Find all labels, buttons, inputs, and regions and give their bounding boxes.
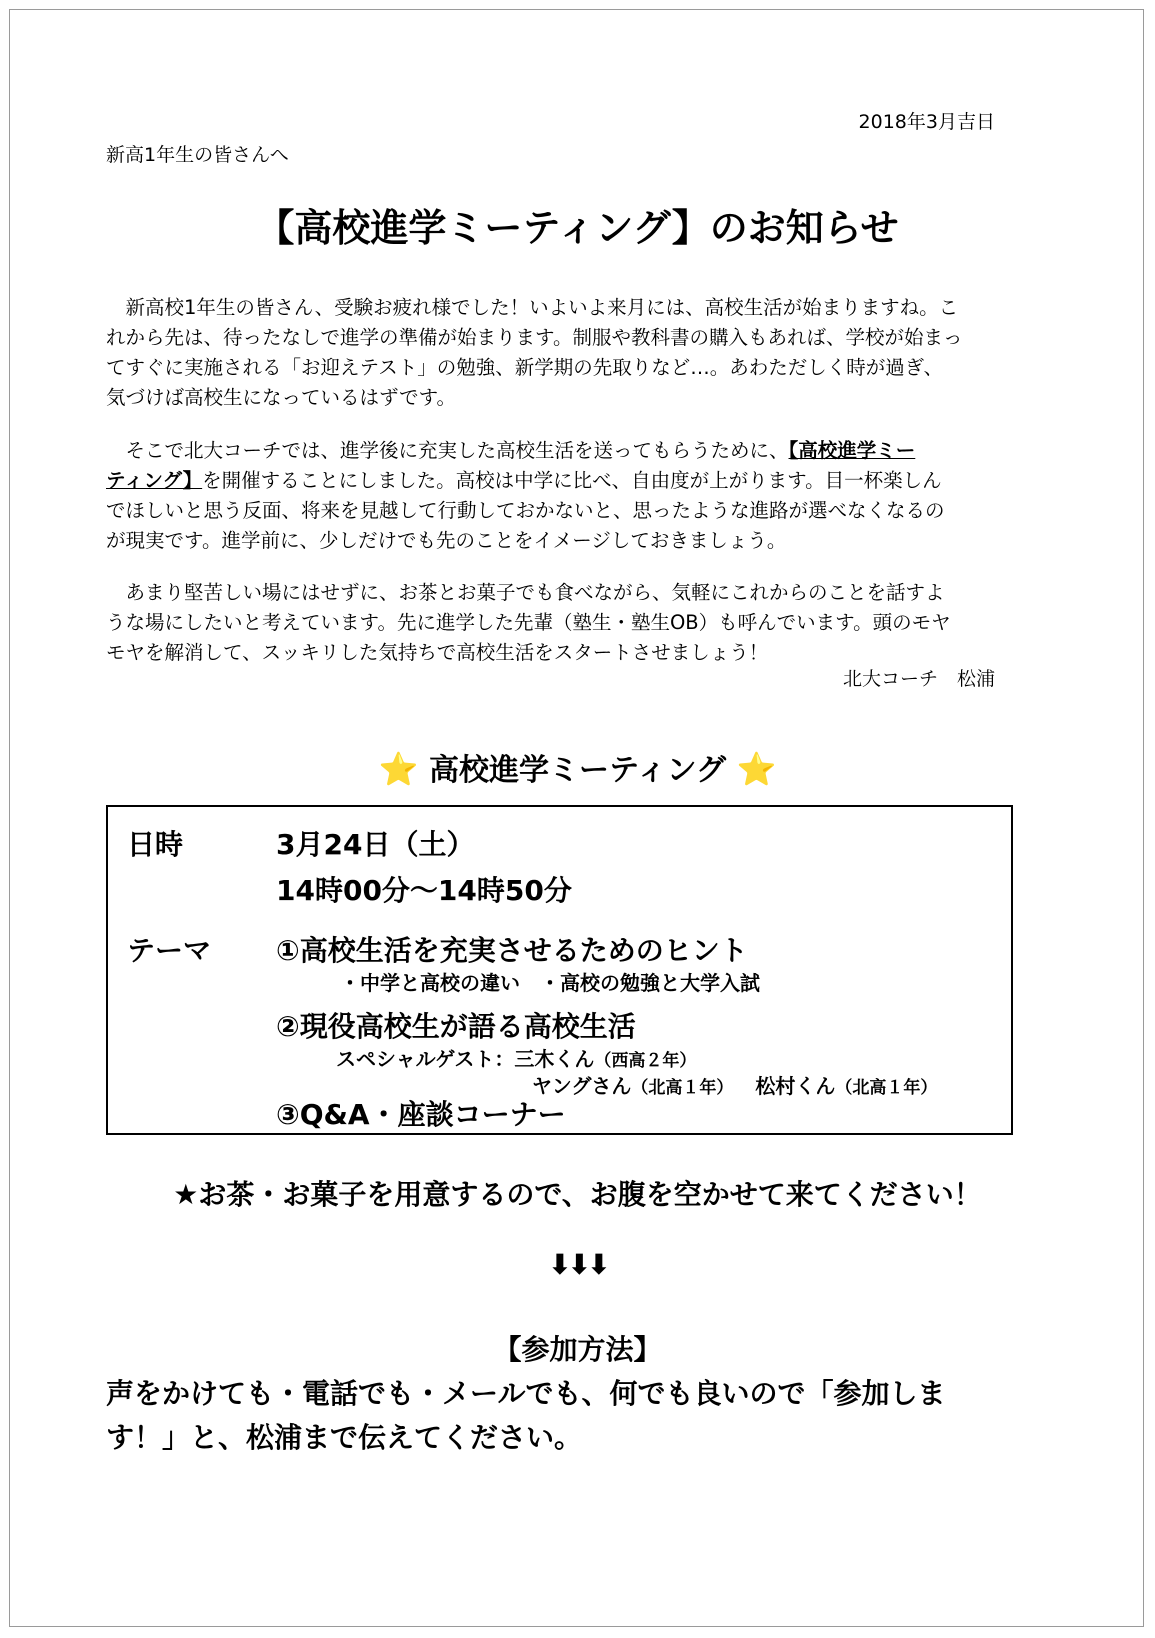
- star-icon: ⭐: [736, 750, 777, 788]
- star-icon: ⭐: [378, 750, 419, 788]
- meeting-name-emphasis: ティング】: [106, 469, 203, 492]
- theme-item-1-detail: ・中学と高校の違い ・高校の勉強と大学入試: [340, 971, 760, 995]
- invitation-paragraph: [106, 578, 1046, 668]
- paragraph-text: そこで北大コーチでは、進学後に充実した高校生活を送ってもらうために、: [106, 439, 789, 462]
- meeting-heading: [10, 745, 1145, 789]
- meeting-heading-text: 高校進学ミーティング: [429, 753, 726, 788]
- document-title: 【高校進学ミーティング】のお知らせ: [256, 206, 899, 250]
- participation-method: [106, 1372, 1046, 1460]
- datetime-label: 日時: [127, 828, 184, 861]
- document-date: 2018年3月吉日: [858, 111, 995, 133]
- guest-school: （西高２年）: [594, 1051, 697, 1071]
- guest-name: スペシャルゲスト：三木くん: [336, 1047, 595, 1071]
- intro-paragraph: [106, 293, 1046, 413]
- paragraph-text: を開催することにしました。高校は中学に比べ、自由度が上がります。目一杯楽しん: [202, 469, 942, 492]
- signature: 北大コーチ 松浦: [842, 668, 995, 690]
- guest-school: （北高１年）: [631, 1078, 734, 1098]
- paragraph-line: うな場にしたいと考えています。先に進学した先輩（塾生・塾生OB）も呼んでいます。頭のモヤ: [106, 611, 951, 634]
- paragraph-line: が現実です。進学前に、少しだけでも先のことをイメージしておきましょう。: [106, 529, 787, 552]
- announcement-paragraph: [106, 436, 1046, 556]
- paragraph-line: 新高校1年生の皆さん、受験お疲れ様でした！いよいよ来月には、高校生活が始まりますね。こ: [106, 296, 959, 319]
- special-guest-line: [336, 1043, 696, 1072]
- guest-name: ヤングさん: [532, 1074, 632, 1098]
- paragraph-line: [106, 466, 1046, 496]
- paragraph-line: れから先は、待ったなしで進学の準備が始まります。制服や教科書の購入もあれば、学校が始まっ: [106, 326, 963, 349]
- paragraph-line: 気づけば高校生になっているはずです。: [106, 386, 457, 409]
- paragraph-line: あまり堅苦しい場にはせずに、お茶とお菓子でも食べながら、気軽にこれからのことを話すよ: [106, 581, 945, 604]
- meeting-name-emphasis: 【高校進学ミー: [788, 439, 916, 462]
- method-line: 声をかけても・電話でも・メールでも、何でも良いので「参加しま: [106, 1377, 946, 1410]
- meeting-time: 14時00分〜14時50分: [276, 874, 572, 907]
- paragraph-line: [106, 436, 1046, 466]
- guest-name: 松村くん: [755, 1074, 836, 1098]
- document-page: [9, 9, 1144, 1627]
- participation-heading: 【参加方法】: [493, 1333, 662, 1366]
- meeting-details-box: [106, 805, 1013, 1135]
- down-arrow-icons: ⬇⬇⬇: [548, 1248, 607, 1281]
- meeting-date: 3月24日（土）: [276, 828, 475, 861]
- paragraph-line: モヤを解消して、スッキリした気持ちで高校生活をスタートさせましょう！: [106, 641, 769, 664]
- theme-item-1: ①高校生活を充実させるためのヒント: [276, 934, 748, 967]
- paragraph-line: でほしいと思う反面、将来を見越して行動しておかないと、思ったような進路が選べなくなるの: [106, 499, 945, 522]
- refreshment-note: ★お茶・お菓子を用意するので、お腹を空かせて来てください！: [173, 1178, 982, 1211]
- theme-label: テーマ: [127, 934, 212, 967]
- guest-school: （北高１年）: [835, 1078, 938, 1098]
- method-line: す！」と、松浦まで伝えてください。: [106, 1421, 583, 1454]
- theme-item-2: ②現役高校生が語る高校生活: [276, 1010, 636, 1043]
- special-guest-line: [532, 1070, 937, 1099]
- paragraph-line: てすぐに実施される「お迎えテスト」の勉強、新学期の先取りなど…。あわただしく時が過ぎ、: [106, 356, 943, 379]
- theme-item-3: ③Q&A・座談コーナー: [276, 1098, 566, 1131]
- recipient-line: 新高1年生の皆さんへ: [106, 144, 289, 166]
